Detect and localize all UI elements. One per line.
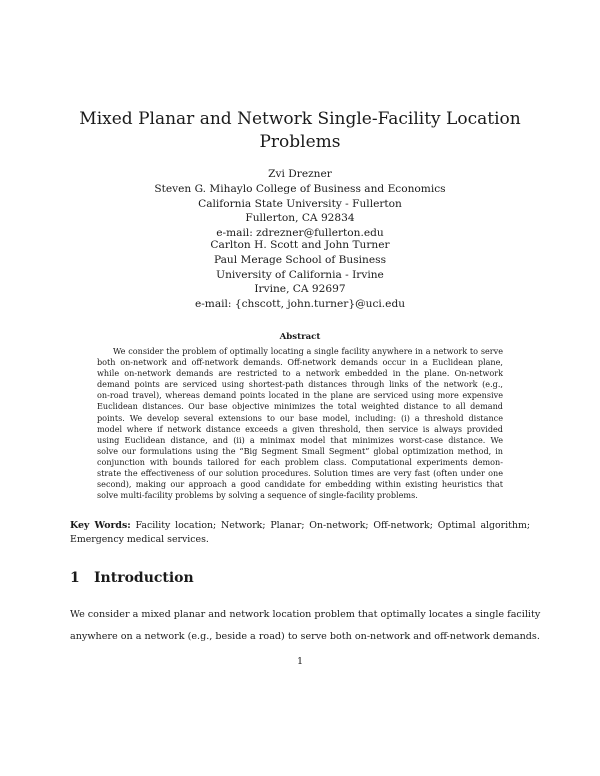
author-block-2 (60, 238, 540, 312)
title-line-2: Problems (259, 132, 341, 152)
section-heading (70, 570, 194, 586)
author-email: e-mail: zdrezner@fullerton.edu (216, 227, 384, 240)
author-university: California State University - Fullerton (198, 197, 402, 210)
author-address: Fullerton, CA 92834 (245, 212, 355, 225)
keywords-line-2: Emergency medical services. (70, 534, 209, 545)
title-line-1: Mixed Planar and Network Single-Facility Location (79, 109, 521, 129)
intro-line: anywhere on a network (e.g., beside a road) to serve both on-network and off-network demands. (70, 631, 540, 642)
author-university: University of California - Irvine (216, 268, 384, 281)
page-number: 1 (296, 656, 304, 667)
abstract-line: while on-network demands are restricted to a network embedded in the plane. On-network (97, 368, 503, 379)
abstract-line: strate the effectiveness of our solution procedures. Solution times are very fast (often under one (97, 468, 503, 479)
intro-paragraph (70, 604, 541, 648)
abstract-line: solve multi-facility problems by solving a sequence of single-facility problems. (97, 490, 418, 501)
abstract-line: second), making our approach a good candidate for embedding within existing heuristics that (97, 479, 503, 490)
keywords-text-1: Facility location; Network; Planar; On-network; Off-network; Optimal algorithm; (135, 520, 531, 531)
abstract-line: model where if network distance exceeds a given threshold, then service is always provided (97, 423, 503, 434)
author-email: e-mail: {chscott, john.turner}@uci.edu (194, 298, 406, 311)
abstract-line: using Euclidean distance, and (ii) a minimax model that minimizes worst-case distance. We (97, 434, 503, 445)
keywords-line-1 (70, 519, 530, 533)
abstract-line: solve our formulations using the “Big Segment Small Segment” global optimization method, in (97, 445, 503, 456)
section-title: Introduction (94, 570, 194, 586)
abstract-line: demand points are serviced using shortest-path distances through links of the network (e.g., (97, 379, 503, 390)
abstract-line: both on-network and off-network demands. Off-network demands occur in a Euclidean plane, (97, 357, 503, 368)
abstract-heading: Abstract (279, 332, 321, 342)
author-address: Irvine, CA 92697 (254, 283, 346, 296)
author-affiliation: Steven G. Mihaylo College of Business and Economics (154, 182, 446, 195)
abstract-line: points. We develop several extensions to our base model, including: (i) a threshold distance (97, 412, 503, 423)
author-name: Carlton H. Scott and John Turner (210, 239, 390, 251)
section-number: 1 (70, 570, 80, 586)
abstract-line: We consider the problem of optimally locating a single facility anywhere in a network to serve (113, 346, 503, 356)
author-block-1 (60, 167, 540, 241)
paper-title (60, 108, 540, 154)
abstract-line: on-road travel), whereas demand points located in the plane are serviced using more expensive (97, 390, 503, 401)
intro-line: We consider a mixed planar and network location problem that optimally locates a single facility (70, 609, 541, 620)
abstract-line: Euclidean distances. Our base objective minimizes the total weighted distance to all demand (97, 401, 503, 412)
abstract-body (97, 346, 503, 501)
author-name: Zvi Drezner (268, 168, 332, 180)
keywords (70, 519, 530, 547)
author-affiliation: Paul Merage School of Business (213, 253, 387, 266)
abstract-line: conjunction with bounds tailored for each problem class. Computational experiments demon- (97, 456, 503, 467)
keywords-label: Key Words: (70, 520, 131, 531)
